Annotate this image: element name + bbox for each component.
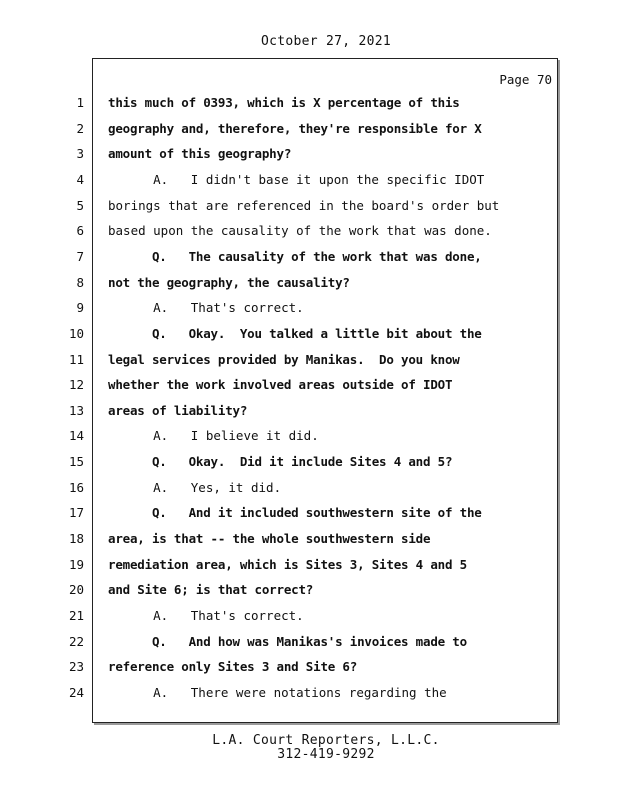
- line-number: 2: [76, 121, 84, 136]
- transcript-line: areas of liability?: [108, 403, 248, 418]
- transcript-line: based upon the causality of the work that was done.: [108, 223, 492, 238]
- page-number: Page 70: [499, 72, 552, 87]
- line-number: 18: [68, 531, 84, 546]
- header-date: October 27, 2021: [260, 34, 392, 49]
- line-number: 19: [68, 557, 84, 572]
- line-number: 22: [68, 634, 84, 649]
- footer-phone: 312-419-9292: [277, 747, 375, 762]
- line-number: 12: [68, 377, 84, 392]
- transcript-line: this much of 0393, which is X percentage of this: [108, 95, 460, 110]
- line-number: 3: [76, 146, 84, 161]
- transcript-line: Q. The causality of the work that was done,: [108, 249, 482, 264]
- line-number: 15: [68, 454, 84, 469]
- transcript-line: A. That's correct.: [108, 300, 304, 315]
- transcript-line: area, is that -- the whole southwestern side: [108, 531, 431, 546]
- line-number: 1: [76, 95, 84, 110]
- transcript-line: reference only Sites 3 and Site 6?: [108, 659, 358, 674]
- line-number: 20: [68, 582, 84, 597]
- line-number: 14: [68, 428, 84, 443]
- transcript-line: not the geography, the causality?: [108, 275, 350, 290]
- line-number: 21: [68, 608, 84, 623]
- line-number: 7: [76, 249, 84, 264]
- transcript-line: A. I didn't base it upon the specific IDOT: [108, 172, 485, 187]
- line-number: 10: [68, 326, 84, 341]
- transcript-line: and Site 6; is that correct?: [108, 582, 314, 597]
- line-number: 8: [76, 275, 84, 290]
- line-number: 24: [68, 685, 84, 700]
- line-number: 4: [76, 172, 84, 187]
- line-number: 13: [68, 403, 84, 418]
- line-number: 11: [68, 352, 84, 367]
- transcript-line: borings that are referenced in the board's order but: [108, 198, 500, 213]
- transcript-line: legal services provided by Manikas. Do you know: [108, 352, 460, 367]
- line-number: 6: [76, 223, 84, 238]
- transcript-line: Q. And it included southwestern site of the: [108, 505, 482, 520]
- transcript-line: A. Yes, it did.: [108, 480, 282, 495]
- transcript-line: geography and, therefore, they're responsible for X: [108, 121, 482, 136]
- transcript-line: amount of this geography?: [108, 146, 292, 161]
- line-number: 16: [68, 480, 84, 495]
- transcript-line: whether the work involved areas outside of IDOT: [108, 377, 453, 392]
- line-number: 9: [76, 300, 84, 315]
- transcript-line: Q. Okay. Did it include Sites 4 and 5?: [108, 454, 453, 469]
- transcript-line: A. That's correct.: [108, 608, 304, 623]
- line-number: 5: [76, 198, 84, 213]
- transcript-line: remediation area, which is Sites 3, Sites 4 and 5: [108, 557, 467, 572]
- transcript-line: A. There were notations regarding the: [108, 685, 447, 700]
- transcript-line: Q. Okay. You talked a little bit about the: [108, 326, 482, 341]
- footer-company: L.A. Court Reporters, L.L.C.: [212, 733, 440, 748]
- line-number: 23: [68, 659, 84, 674]
- line-number: 17: [68, 505, 84, 520]
- transcript-line: A. I believe it did.: [108, 428, 319, 443]
- transcript-line: Q. And how was Manikas's invoices made to: [108, 634, 467, 649]
